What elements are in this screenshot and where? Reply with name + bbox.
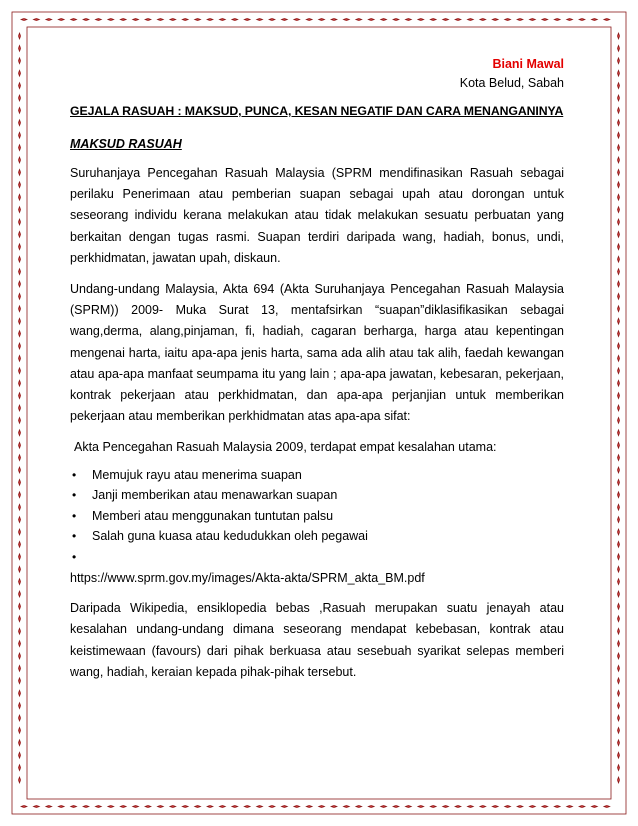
section-heading: MAKSUD RASUAH [70,137,182,151]
document-body [70,55,564,683]
list-item: • Salah guna kuasa atau kedudukkan oleh pegawai [70,526,564,547]
author-location: Kota Belud, Sabah [459,76,564,90]
list-item: • Memujuk rayu atau menerima suapan [70,465,564,486]
bullet-icon: • [72,549,77,564]
sprm-act-link[interactable]: https://www.sprm.gov.my/images/Akta-akta/SPRM_akta_BM.pdf [70,571,425,586]
paragraph-act-694: Undang-undang Malaysia, Akta 694 (Akta Suruhanjaya Pencegahan Rasuah Malaysia (SPRM)) 2009- Muka Surat 13, mentafsirkan “suapan”diklasifikasikan sebagai wang,derma, alang,pinjaman, fi, hadiah, cagaran berharga, harga atau kepentingan mengenai harta, iaitu apa-apa jenis harta, sama ada alih atau tak alih, faedah kewangan atau apa-apa manfaat seumpama itu yang lain ; apa-apa jawatan, kebesaran, pekerjaan, kontrak pekerjaan atau perkhidmatan, dan apa-apa perjanjian untuk memberikan pekerjaan atau memberikan perkhidmatan atas apa-apa sifat: [70,282,564,424]
list-item [70,547,564,568]
paragraph-definition: Suruhanjaya Pencegahan Rasuah Malaysia (SPRM mendifinasikan Rasuah sebagai perilaku Penerimaan atau pemberian suapan sebagai upah atau dorongan untuk seseorang individu kerana melakukan atau tidak melakukan sesuatu perbuatan yang berkaitan dengan tugas rasmi. Suapan terdiri daripada wang, hadiah, bonus, undi, perkhidmatan, jawatan upah, diskaun. [70,166,564,265]
author-name: Biani Mawal [492,57,564,71]
list-item: • Janji memberikan atau menawarkan suapan [70,485,564,506]
bullet-icon: • [72,529,77,544]
bullet-icon: • [72,508,77,523]
offences-list [70,465,564,568]
bullet-icon: • [72,488,77,503]
list-item: • Memberi atau menggunakan tuntutan palsu [70,506,564,527]
bullet-icon: • [72,467,77,482]
paragraph-offences-intro: Akta Pencegahan Rasuah Malaysia 2009, terdapat empat kesalahan utama: [74,440,497,455]
document-title: GEJALA RASUAH : MAKSUD, PUNCA, KESAN NEGATIF DAN CARA MENANGANINYA [70,104,564,118]
paragraph-wikipedia: Daripada Wikipedia, ensiklopedia bebas ,Rasuah merupakan suatu jenayah atau kesalahan undang-undang dimana seseorang mendapat kebebasan, kontrak atau keistimewaan (favours) dari pihak berkuasa atau sesebuah syarikat selepas memberi wang, hadiah, keraian kepada pihak-pihak tersebut. [70,601,564,679]
author-block [70,55,564,93]
